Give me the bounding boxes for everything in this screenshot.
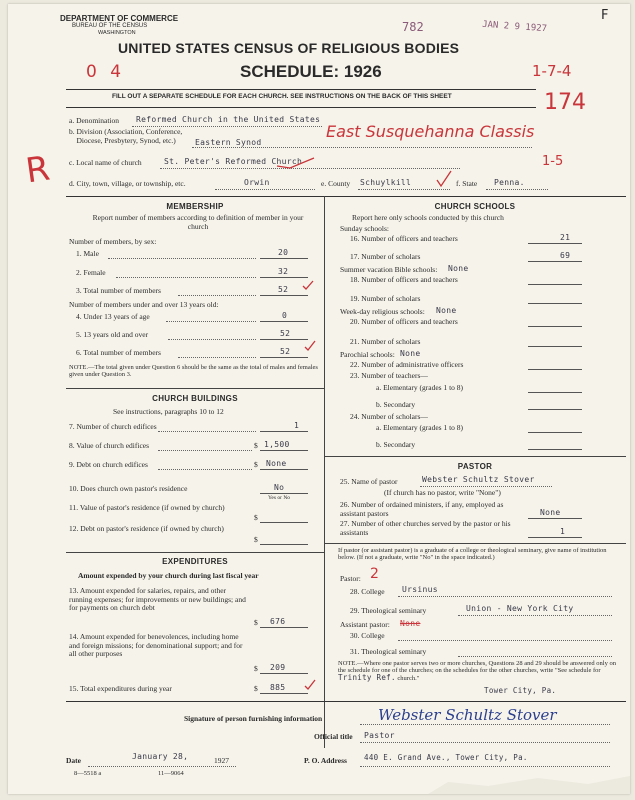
q17-label: 17. Number of scholars [350,252,421,261]
q27-label: 27. Number of other churches served by the pastor or his assistants [340,519,511,537]
city-field-value: Orwin [244,178,270,187]
q1-label: 1. Male [76,249,99,258]
buildings-title: CHURCH BUILDINGS [152,394,238,403]
age-head: Number of members under and over 13 years old: [69,300,219,309]
q16-value: 21 [560,233,571,242]
date-label: Date [66,756,81,765]
pastor-label: Pastor: [340,574,361,583]
q9-dollar: $ [254,460,258,469]
q20-label: 20. Number of officers and teachers [350,317,458,326]
denomination-value: Reformed Church in the United States [136,115,321,124]
q23-label: 23. Number of teachers— [350,371,428,380]
sunday-label: Sunday schools: [340,224,389,233]
date-value: January 28, [132,752,189,761]
census-form-page [8,4,630,794]
q7-label: 7. Number of church edifices [69,422,157,431]
q30-label: 30. College [350,631,385,640]
q15-value: 885 [270,683,286,692]
q29-label: 29. Theological seminary [350,606,427,615]
assistant-label: Assistant pastor: [340,620,390,629]
members-by-sex: Number of members, by sex: [69,237,157,246]
state-value: Penna. [494,178,525,187]
membership-title: MEMBERSHIP [166,202,224,211]
summer-value: None [448,264,469,273]
check-mark-icon [436,170,452,188]
q10-label: 10. Does church own pastor's residence [69,484,188,493]
q19-label: 19. Number of scholars [350,294,421,303]
expenditures-title: EXPENDITURES [162,557,228,566]
pastor-note-value: Trinity Ref. [338,673,396,683]
q6-value: 52 [280,347,291,356]
q1-value: 20 [278,248,289,257]
q12-dollar: $ [254,535,258,544]
check-mark-icon [302,280,314,290]
pastor-title: PASTOR [457,462,493,471]
dept-label: DEPARTMENT OF COMMERCE [60,14,179,23]
q11-dollar: $ [254,513,258,522]
q13-dollar: $ [254,618,258,627]
county-value: Schuylkill [360,178,412,187]
stamp-number: 782 [402,20,424,34]
buildings-sub: See instructions, paragraphs 10 to 12 [113,407,224,416]
q16-label: 16. Number of officers and teachers [350,234,458,243]
schedule-title: SCHEDULE: 1926 [240,62,382,81]
division-value: Eastern Synod [195,138,262,147]
po-address-label: P. O. Address [304,756,347,765]
denomination-label: a. Denomination [69,116,119,125]
assistant-value: None [400,619,421,628]
q28-value: Ursinus [402,585,438,594]
q10-value: No [274,483,285,492]
q23a-label: a. Elementary (grades 1 to 8) [376,383,464,392]
q8-dollar: $ [254,441,258,450]
q12-label: 12. Debt on pastor's residence (if owned by church) [69,524,224,533]
date-year: 1927 [214,756,229,765]
q22-label: 22. Number of administrative officers [350,360,464,369]
state-label: f. State [456,179,478,188]
q11-label: 11. Value of pastor's residence (if owned by church) [69,503,225,512]
q9-value: None [266,459,287,468]
q17-value: 69 [560,251,571,260]
pastor-handwritten-mark: 2 [370,566,379,582]
q31-label: 31. Theological seminary [350,647,427,656]
schools-sub: Report here only schools conducted by this church [352,213,504,222]
q15-label: 15. Total expenditures during year [69,684,172,693]
stamp-date: JAN 2 9 1927 [481,19,548,35]
q26-value: None [540,508,561,517]
q13-value: 676 [270,617,286,626]
signature-label: Signature of person furnishing information [184,714,323,723]
q3-value: 52 [278,285,289,294]
print-number: 11—9064 [158,770,184,777]
q13-label: 13. Amount expended for salaries, repairs, and other running expenses; for improvements or new buildings; and for payments on church debt [69,586,246,613]
check-mark-icon [304,340,316,352]
q15-dollar: $ [254,684,258,693]
bureau-label: BUREAU OF THE CENSUS [72,23,148,29]
membership-note: NOTE.—The total given under Question 6 should be the same as the total of males and females given under Question 3. [69,364,318,379]
division-label: b. Division (Association, Conference, Diocese, Presbytery, Synod, etc.) [69,127,183,145]
expenditures-sub: Amount expended by your church during last fiscal year [78,571,259,580]
q24b-label: b. Secondary [376,440,416,449]
pastor-note [338,660,622,683]
q25-value: Webster Schultz Stover [422,475,535,484]
q27-value: 1 [560,527,566,536]
q14-value: 209 [270,663,286,672]
pastor-note-city: Tower City, Pa. [484,686,557,695]
q18-label: 18. Number of officers and teachers [350,275,458,284]
city-label: WASHINGTON [98,30,136,36]
q2-value: 32 [278,267,289,276]
county-label: e. County [321,179,351,188]
check-mark-icon [304,679,316,691]
red-15-mark: 1-5 [542,154,564,169]
church-name-label: c. Local name of church [69,158,142,167]
po-address-value: 440 E. Grand Ave., Tower City, Pa. [364,753,528,762]
church-name-value: St. Peter's Reformed Church [164,157,303,166]
torn-paper-edge [428,774,630,794]
q8-value: 1,500 [264,440,290,449]
official-title-label: Official title [314,732,353,741]
q25-label: 25. Name of pastor [340,477,398,486]
signature-value: Webster Schultz Stover [378,706,557,724]
form-number: 8—5518 a [74,770,102,777]
q4-label: 4. Under 13 years of age [76,312,150,321]
city-field-label: d. City, town, village, or township, etc. [69,179,186,188]
q9-label: 9. Debt on church edifices [69,460,148,469]
q4-value: 0 [282,311,288,320]
q26-label: 26. Number of ordained ministers, if any, employed as assistant pastors [340,500,504,518]
q21-label: 21. Number of scholars [350,337,421,346]
pastor-note-text: NOTE.—Where one pastor serves two or more churches, Questions 28 and 29 should be answered only on the schedule for one of the churches; on the schedules for the other churches, write "See schedule for [338,660,616,675]
check-mark-icon [276,156,316,170]
red-r-mark: R [23,148,53,192]
red-code-left: 0 4 [86,62,126,82]
q14-label: 14. Amount expended for benevolences, including home and foreign missions; for denominational support; and for all other purposes [69,632,243,659]
q24a-label: a. Elementary (grades 1 to 8) [376,423,464,432]
q2-label: 2. Female [76,268,106,277]
q25-note: (If church has no pastor, write "None") [384,488,501,497]
red-number: 174 [544,90,586,115]
graduate-note: If pastor (or assistant pastor) is a graduate of a college or theological seminary, give name of institution below. (If not a graduate, write "No" in the space indicated.) [338,547,607,562]
summer-label: Summer vacation Bible schools: [340,265,438,274]
q23b-label: b. Secondary [376,400,416,409]
q5-value: 52 [280,329,291,338]
q6-label: 6. Total number of members [76,348,161,357]
official-title-value: Pastor [364,731,395,740]
yes-no-hint: Yes or No [268,495,291,501]
weekday-label: Week-day religious schools: [340,307,425,316]
weekday-value: None [436,306,457,315]
q29-value: Union - New York City [466,604,574,613]
q14-dollar: $ [254,664,258,673]
corner-mark: F [601,8,609,23]
membership-sub: Report number of members according to definition of member in your church [92,213,304,231]
q7-value: 1 [294,421,300,430]
instruction-line: FILL OUT A SEPARATE SCHEDULE FOR EACH CHURCH. SEE INSTRUCTIONS ON THE BACK OF THIS SHEET [112,93,452,100]
q8-label: 8. Value of church edifices [69,441,150,450]
q5-label: 5. 13 years old and over [76,330,149,339]
form-title: UNITED STATES CENSUS OF RELIGIOUS BODIES [118,40,460,56]
division-handwritten: East Susquehanna Classis [326,122,535,141]
parochial-label: Parochial schools: [340,350,395,359]
q3-label: 3. Total number of members [76,286,161,295]
red-code-right: 1-7-4 [532,62,572,80]
pastor-note-end: church." [397,675,420,683]
parochial-value: None [400,349,421,358]
schools-title: CHURCH SCHOOLS [434,202,516,211]
q28-label: 28. College [350,587,385,596]
q24-label: 24. Number of scholars— [350,412,428,421]
